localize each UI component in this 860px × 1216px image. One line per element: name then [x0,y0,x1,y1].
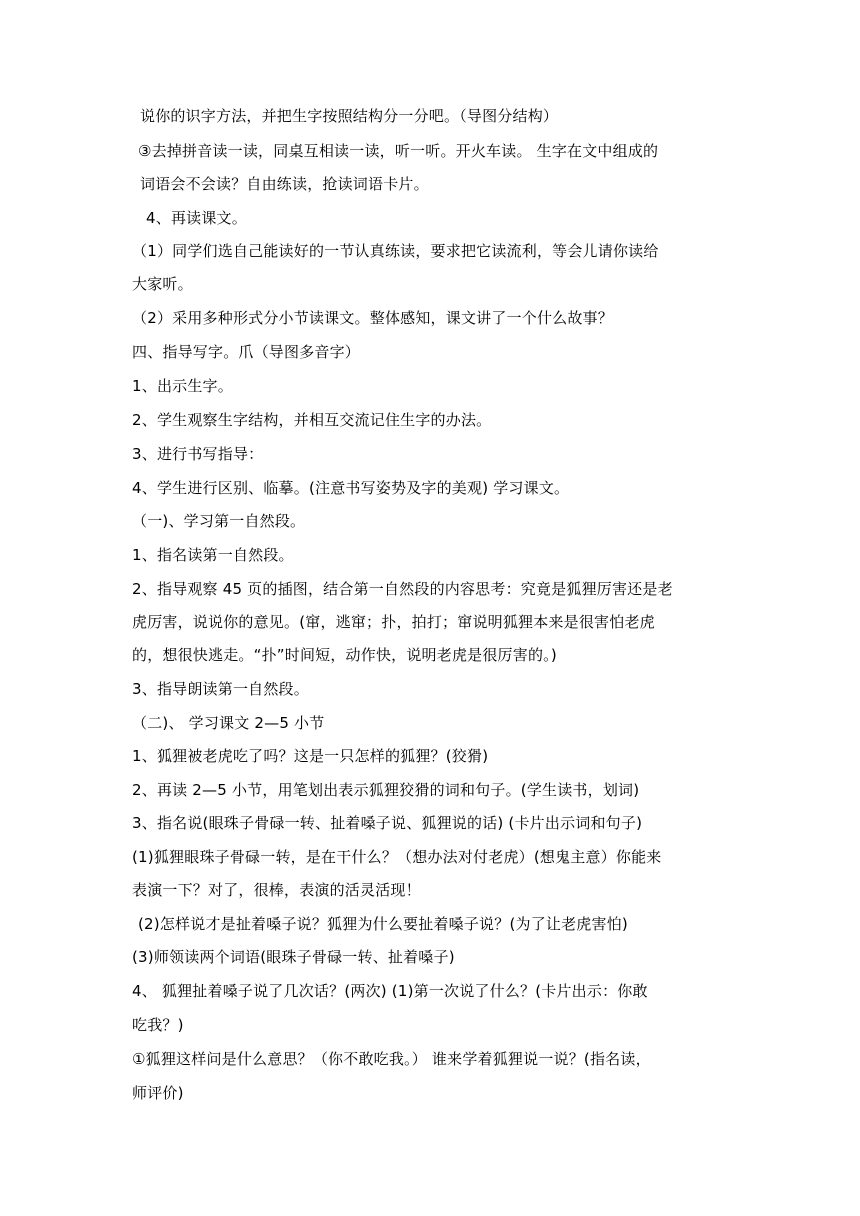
text-line: 3、进行书写指导： [132,445,264,463]
text-line: 3、指导朗读第一自然段。 [132,680,309,698]
text-line: 大家听。 [132,275,193,293]
text-line: 表演一下？对了，很棒，表演的活灵活现！ [132,881,421,899]
text-line: （2）采用多种形式分小节读课文。整体感知，课文讲了一个什么故事？ [132,309,613,327]
text-line: 2、再读 2—5 小节，用笔划出表示狐狸狡猾的词和句子。(学生读书，划词) [132,781,640,799]
text-line: (3)师领读两个词语(眼珠子骨碌一转、扯着嗓子) [132,948,455,966]
text-line: （一)、学习第一自然段。 [132,512,306,530]
text-line: 吃我？) [132,1016,184,1034]
text-line: (2)怎样说才是扯着嗓子说？狐狸为什么要扯着嗓子说？(为了让老虎害怕) [138,915,628,933]
text-line: （二)、 学习课文 2—5 小节 [132,714,325,732]
text-line: 2、指导观察 45 页的插图，结合第一自然段的内容思考：究竟是狐狸厉害还是老 [132,580,673,598]
text-line: 四、指导写字。爪（导图多音字） [132,343,361,361]
text-line: 4、 狐狸扯着嗓子说了几次话？(两次) (1)第一次说了什么？(卡片出示：你敢 [132,982,648,1000]
text-line: 4、再读课文。 [146,209,247,227]
text-line: 3、指名说(眼珠子骨碌一转、扯着嗓子说、狐狸说的话) (卡片出示词和句子) [132,814,643,832]
text-line: 1、指名读第一自然段。 [132,546,294,564]
text-line: ③去掉拼音读一读，同桌互相读一读，听一听。开火车读。 生字在文中组成的 [138,142,659,160]
text-line: 4、学生进行区别、临摹。(注意书写姿势及字的美观) 学习课文。 [132,479,570,497]
text-line: ①狐狸这样问是什么意思？（你不敢吃我。） 谁来学着狐狸说一说？(指名读， [132,1050,651,1068]
text-line: 师评价) [132,1084,184,1102]
text-line: (1)狐狸眼珠子骨碌一转，是在干什么？（想办法对付老虎）(想鬼主意）你能来 [132,848,662,866]
text-line: 的，想很快逃走。“扑”时间短，动作快，说明老虎是很厉害的。) [132,646,557,664]
text-line: 1、出示生字。 [132,377,233,395]
text-line: 说你的识字方法，并把生字按照结构分一分吧。（导图分结构） [140,107,559,125]
text-line: 1、狐狸被老虎吃了吗？这是一只怎样的狐狸？(狡猾) [132,747,489,765]
text-line: （1）同学们选自己能读好的一节认真练读，要求把它读流利，等会儿请你读给 [132,242,659,260]
text-line: 虎厉害，说说你的意见。(窜，逃窜；扑，拍打；窜说明狐狸本来是很害怕老虎 [132,613,655,631]
text-line: 词语会不会读？自由练读，抢读词语卡片。 [140,175,429,193]
text-line: 2、学生观察生字结构，并相互交流记住生字的办法。 [132,411,492,429]
